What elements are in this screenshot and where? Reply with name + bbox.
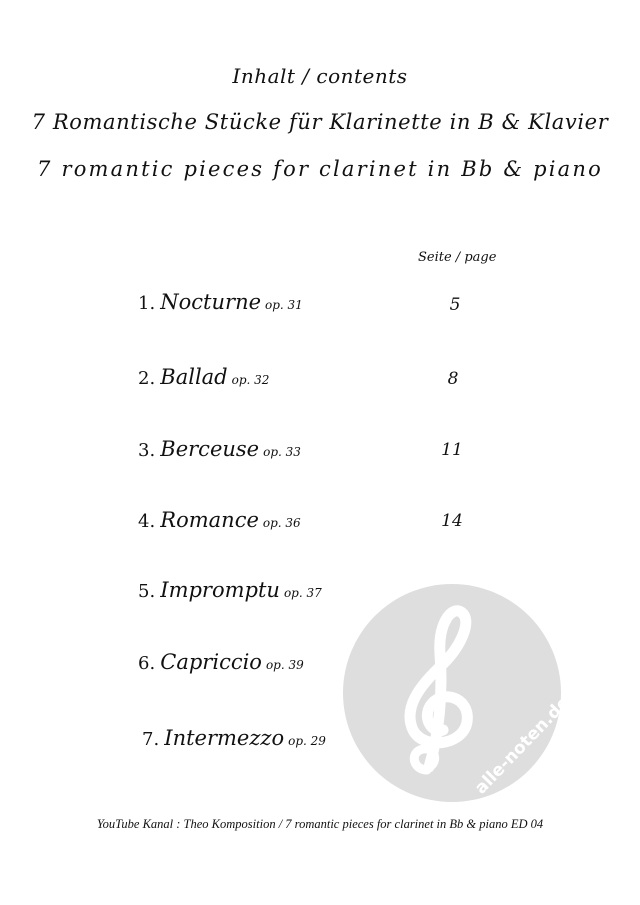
entry-opus: op. 29: [288, 734, 326, 748]
entry-opus: op. 31: [265, 298, 303, 312]
entry-number: 6.: [138, 653, 156, 674]
entry-title: Impromptu: [160, 578, 280, 602]
toc-entry: [138, 437, 301, 461]
entry-title: Ballad: [160, 365, 228, 389]
entry-opus: op. 32: [231, 373, 270, 387]
entry-page: 5: [449, 295, 461, 315]
entry-number: 1.: [138, 293, 156, 314]
entry-title: Capriccio: [160, 650, 262, 674]
footer-credit: YouTube Kanal : Theo Komposition / 7 romantic pieces for clarinet in Bb & piano ED 04: [96, 817, 544, 831]
watermark-text: alle-noten.de: [470, 692, 574, 799]
entry-number: 2.: [138, 368, 156, 389]
entry-title: Berceuse: [160, 437, 260, 461]
entry-title: Intermezzo: [164, 726, 285, 750]
entry-page: 11: [441, 440, 463, 460]
entry-number: 4.: [138, 511, 156, 532]
contents-title: Inhalt / contents: [232, 64, 408, 88]
entry-opus: op. 33: [263, 445, 301, 459]
entry-number: 5.: [138, 581, 156, 602]
toc-entry: [138, 578, 322, 602]
entry-title: Nocturne: [160, 290, 262, 314]
entry-opus: op. 39: [265, 658, 304, 672]
watermark-logo: [343, 584, 574, 802]
entry-page: 8: [447, 369, 459, 389]
toc-entry: [138, 290, 303, 314]
entry-number: 3.: [138, 440, 156, 461]
entry-title: Romance: [160, 508, 259, 532]
toc-entry: [138, 508, 301, 532]
entry-opus: op. 36: [262, 516, 301, 530]
page-column-label: Seite / page: [418, 250, 497, 265]
german-subtitle: 7 Romantische Stücke für Klarinette in B & Klavier: [31, 110, 609, 134]
entry-number: 7.: [142, 729, 160, 750]
toc-entry: [138, 650, 304, 674]
toc-entry: [142, 726, 326, 750]
entry-page: 14: [441, 511, 463, 531]
entry-opus: op. 37: [283, 586, 322, 600]
toc-entry: [138, 365, 269, 389]
english-subtitle: 7 romantic pieces for clarinet in Bb & piano: [37, 157, 603, 181]
